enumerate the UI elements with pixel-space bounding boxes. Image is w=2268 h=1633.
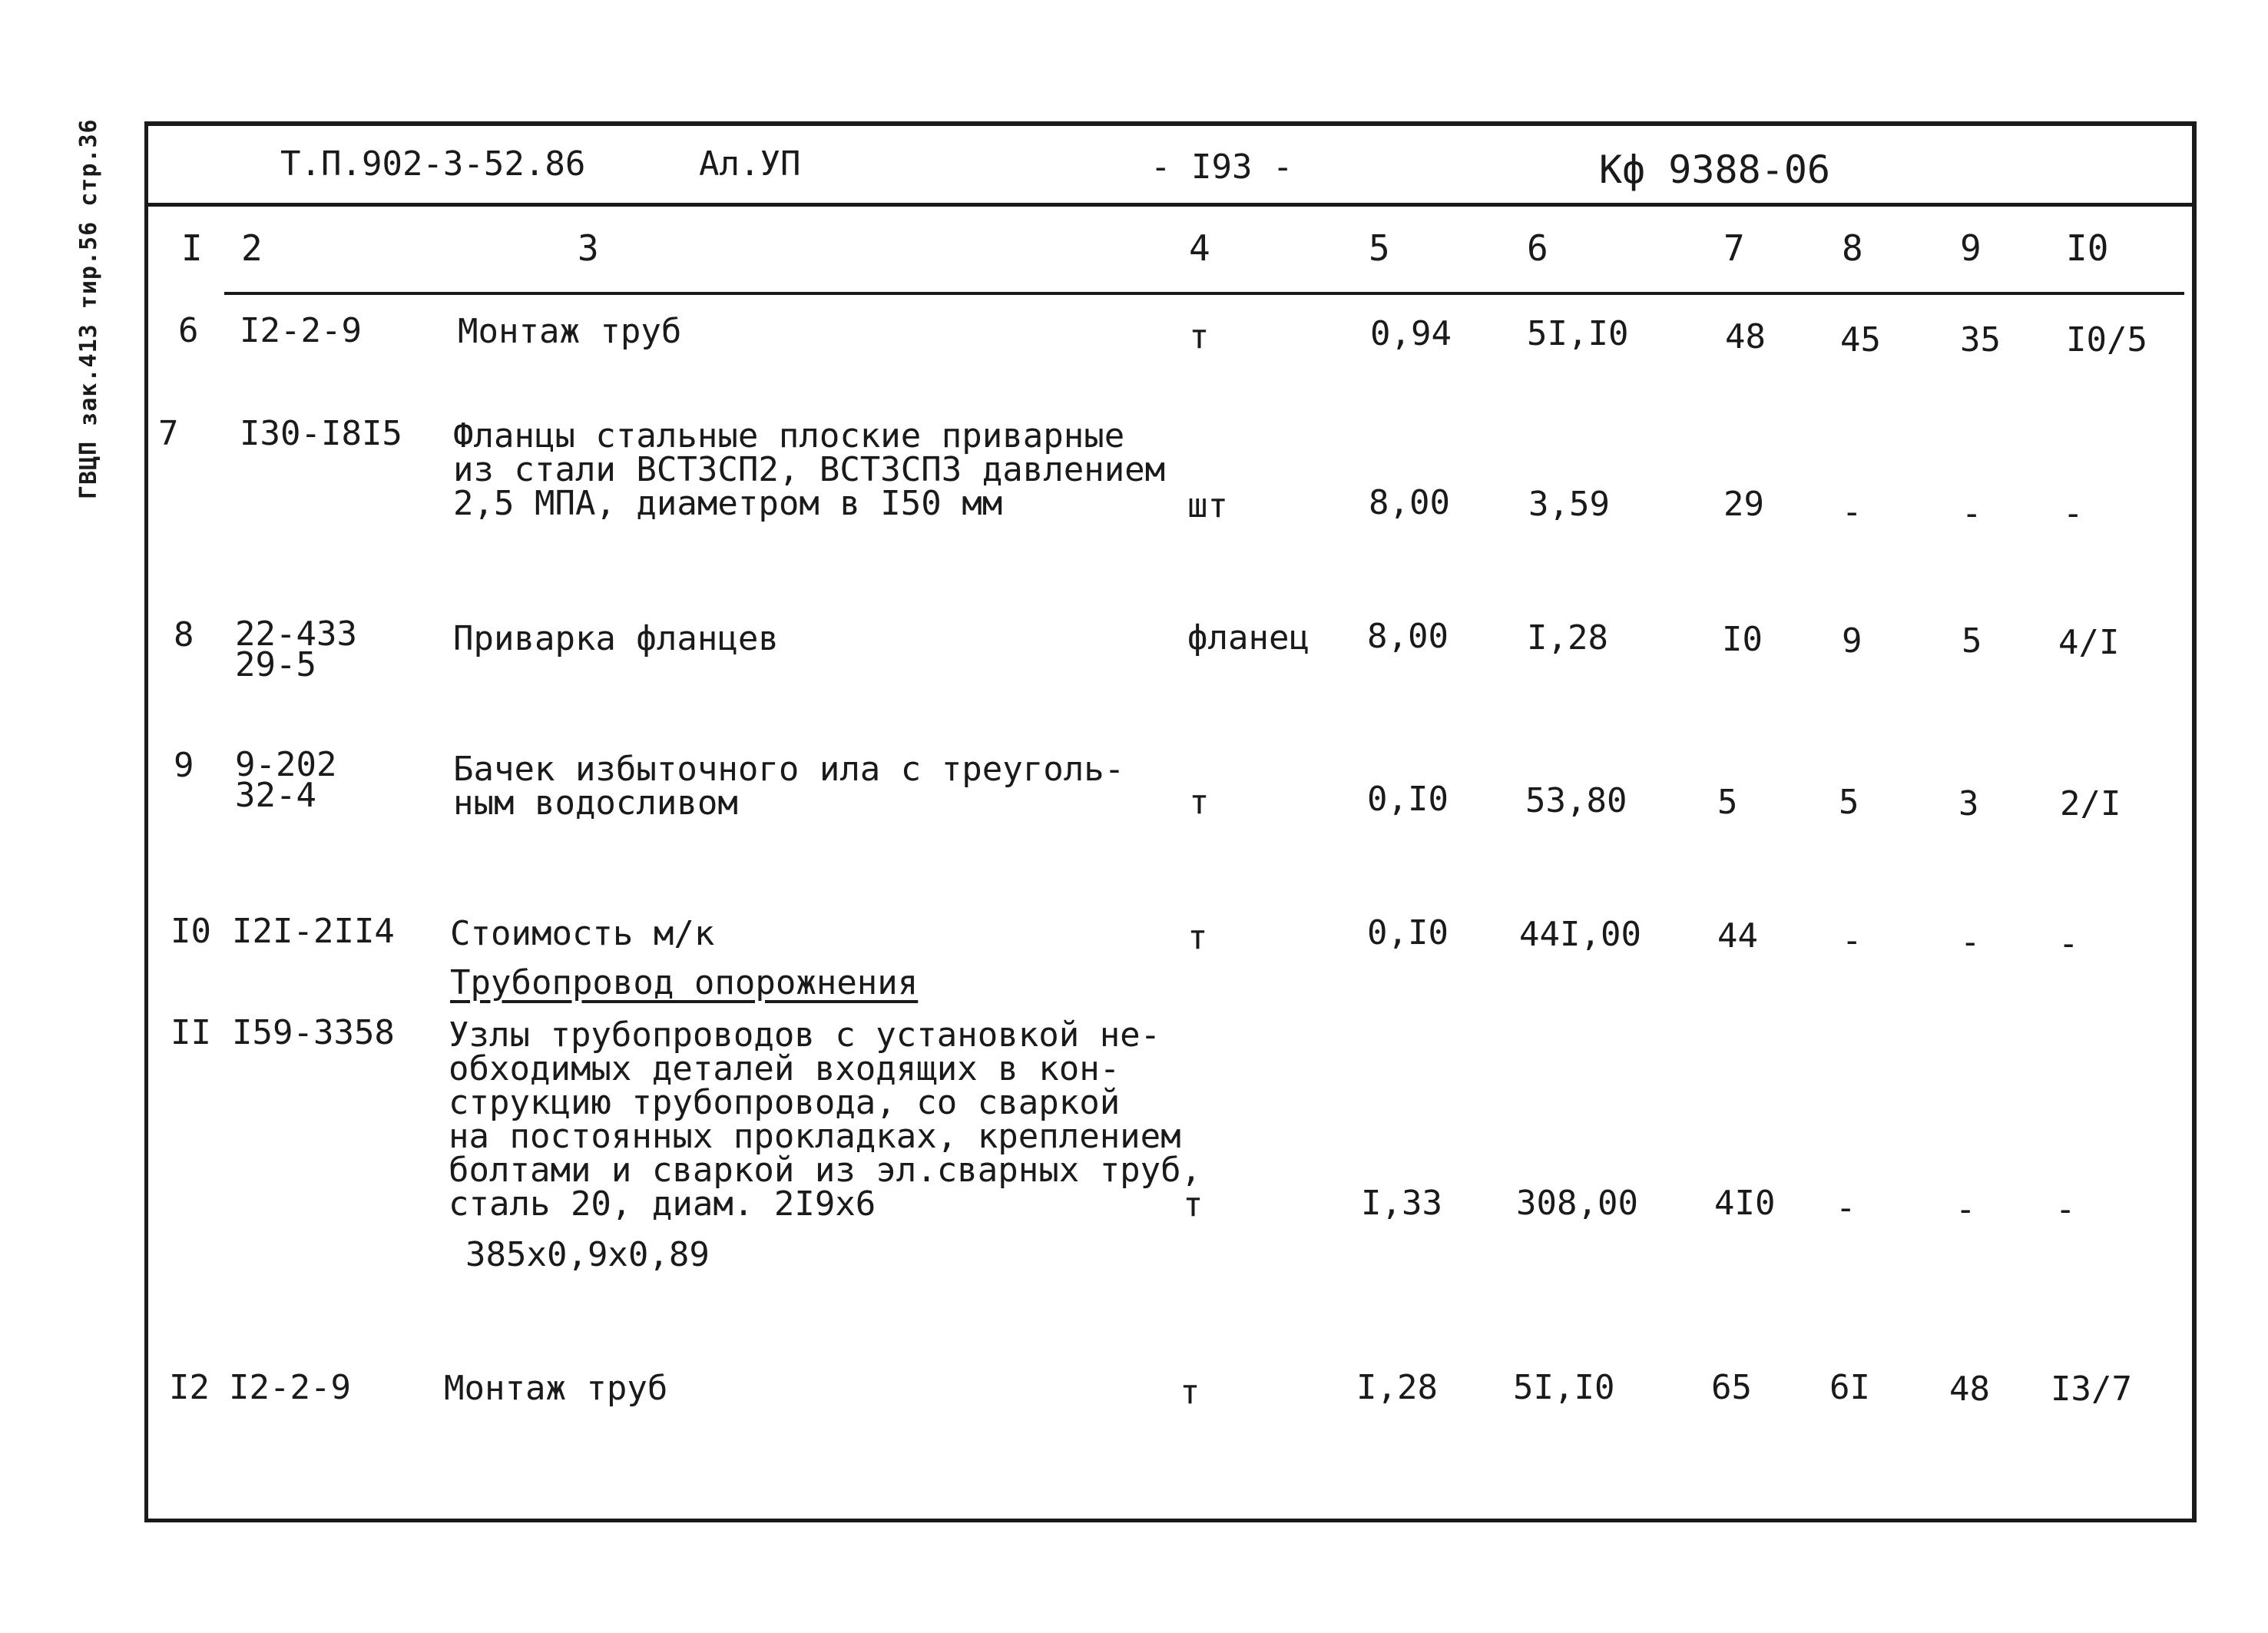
value-col5: I,33: [1361, 1184, 1442, 1223]
value-col6: 44I,00: [1519, 915, 1641, 954]
item-code: 22-433 29-5: [235, 614, 357, 684]
value-col6: 3,59: [1528, 485, 1610, 524]
unit: т: [1189, 317, 1210, 356]
value-col5: 8,00: [1367, 617, 1449, 656]
value-col7: 5: [1717, 783, 1738, 822]
row-number: 7: [158, 414, 179, 453]
value-col10: -: [2063, 494, 2084, 533]
item-code: I2-2-9: [240, 311, 362, 350]
row-number: II: [171, 1013, 211, 1052]
value-col9: 3: [1958, 784, 1979, 823]
unit: шт: [1187, 486, 1228, 525]
value-col10: I0/5: [2066, 320, 2147, 359]
value-col10: I3/7: [2051, 1370, 2132, 1409]
value-col6: 53,80: [1525, 781, 1627, 820]
item-description: Монтаж труб: [444, 1369, 668, 1408]
page-number: - I93 -: [1151, 147, 1293, 187]
value-col6: 5I,I0: [1527, 314, 1629, 353]
item-description: Приварка фланцев: [453, 619, 779, 658]
row-number: 8: [174, 615, 194, 654]
col-header-9: 9: [1960, 227, 1982, 269]
value-col8: 5: [1839, 783, 1859, 822]
item-code: I59-3358: [232, 1013, 395, 1052]
col-header-5: 5: [1369, 227, 1390, 269]
item-description: Бачек избыточного ила с треуголь- ным водосливом: [453, 750, 1125, 823]
col-header-10: I0: [2066, 227, 2109, 269]
section-title: Трубопровод опорожнения: [450, 963, 919, 1002]
unit: т: [1183, 1185, 1204, 1224]
row-number: 6: [178, 311, 199, 350]
album-number: Ал.УП: [699, 144, 801, 184]
col-header-7: 7: [1723, 227, 1745, 269]
header-divider: [144, 203, 2197, 207]
value-col7: I0: [1722, 620, 1763, 659]
value-col10: 2/I: [2060, 784, 2121, 823]
item-code: I30-I8I5: [240, 414, 402, 453]
value-col8: 45: [1840, 320, 1881, 359]
value-col5: 0,94: [1370, 314, 1452, 353]
column-header-divider: [224, 292, 2184, 295]
unit: фланец: [1187, 618, 1309, 658]
unit: т: [1180, 1373, 1200, 1412]
item-dimensions: 385х0,9х0,89: [465, 1235, 710, 1274]
value-col10: 4/I: [2058, 623, 2120, 662]
item-description: Фланцы стальные плоские приварные из стали ВСТ3СП2, ВСТ3СП3 давлением 2,5 МПА, диаметром в I50 мм: [453, 416, 1166, 523]
item-code: I2I-2II4: [232, 912, 395, 951]
value-col8: -: [1842, 921, 1862, 960]
side-stamp: [75, 118, 121, 499]
value-col5: 0,I0: [1367, 913, 1449, 952]
side-stamp-text: ГВЦП зак.413 тир.56 стр.36: [75, 118, 102, 499]
item-code: I2-2-9: [229, 1368, 351, 1407]
value-col6: 308,00: [1516, 1184, 1638, 1223]
row-number: I0: [171, 912, 211, 951]
unit: т: [1187, 918, 1208, 957]
value-col10: -: [2058, 924, 2079, 963]
value-col10: -: [2055, 1190, 2076, 1229]
value-col9: 48: [1949, 1370, 1990, 1409]
item-description: Монтаж труб: [458, 312, 682, 351]
col-header-4: 4: [1189, 227, 1210, 269]
value-col9: -: [1955, 1190, 1976, 1229]
col-header-8: 8: [1842, 227, 1863, 269]
value-col7: 44: [1717, 916, 1758, 956]
project-number: Т.П.902-3-52.86: [280, 144, 586, 184]
value-col7: 4I0: [1714, 1184, 1776, 1223]
col-header-3: 3: [578, 227, 599, 269]
item-description: Узлы трубопроводов с установкой не- обходимых деталей входящих в кон- струкцию трубопровода, со сваркой на постоянных прокладках, креплением болтами и сваркой из эл.сварных труб, сталь 20, диам. 2I9х6: [449, 1015, 1202, 1224]
value-col7: 48: [1725, 317, 1766, 356]
item-code: 9-202 32-4: [235, 745, 337, 815]
value-col9: -: [1962, 494, 1982, 533]
document-code: Кф 9388-06: [1599, 147, 1831, 192]
value-col8: -: [1836, 1188, 1856, 1227]
col-header-1: I: [181, 227, 203, 269]
col-header-2: 2: [241, 227, 263, 269]
value-col8: -: [1842, 492, 1862, 532]
value-col7: 29: [1723, 485, 1764, 524]
value-col6: 5I,I0: [1513, 1368, 1615, 1407]
row-number: 9: [174, 746, 194, 785]
value-col9: -: [1960, 922, 1981, 962]
value-col6: I,28: [1527, 618, 1608, 658]
value-col5: 8,00: [1369, 483, 1450, 522]
value-col9: 35: [1960, 320, 2001, 359]
value-col9: 5: [1962, 621, 1982, 661]
value-col5: I,28: [1356, 1368, 1438, 1407]
item-description: Стоимость м/к: [450, 914, 715, 953]
table-frame: [144, 121, 2197, 1522]
col-header-6: 6: [1527, 227, 1548, 269]
unit: т: [1189, 783, 1210, 822]
value-col8: 6I: [1829, 1368, 1870, 1407]
value-col8: 9: [1842, 621, 1862, 661]
row-number: I2: [169, 1368, 210, 1407]
value-col7: 65: [1711, 1368, 1752, 1407]
value-col5: 0,I0: [1367, 780, 1449, 819]
